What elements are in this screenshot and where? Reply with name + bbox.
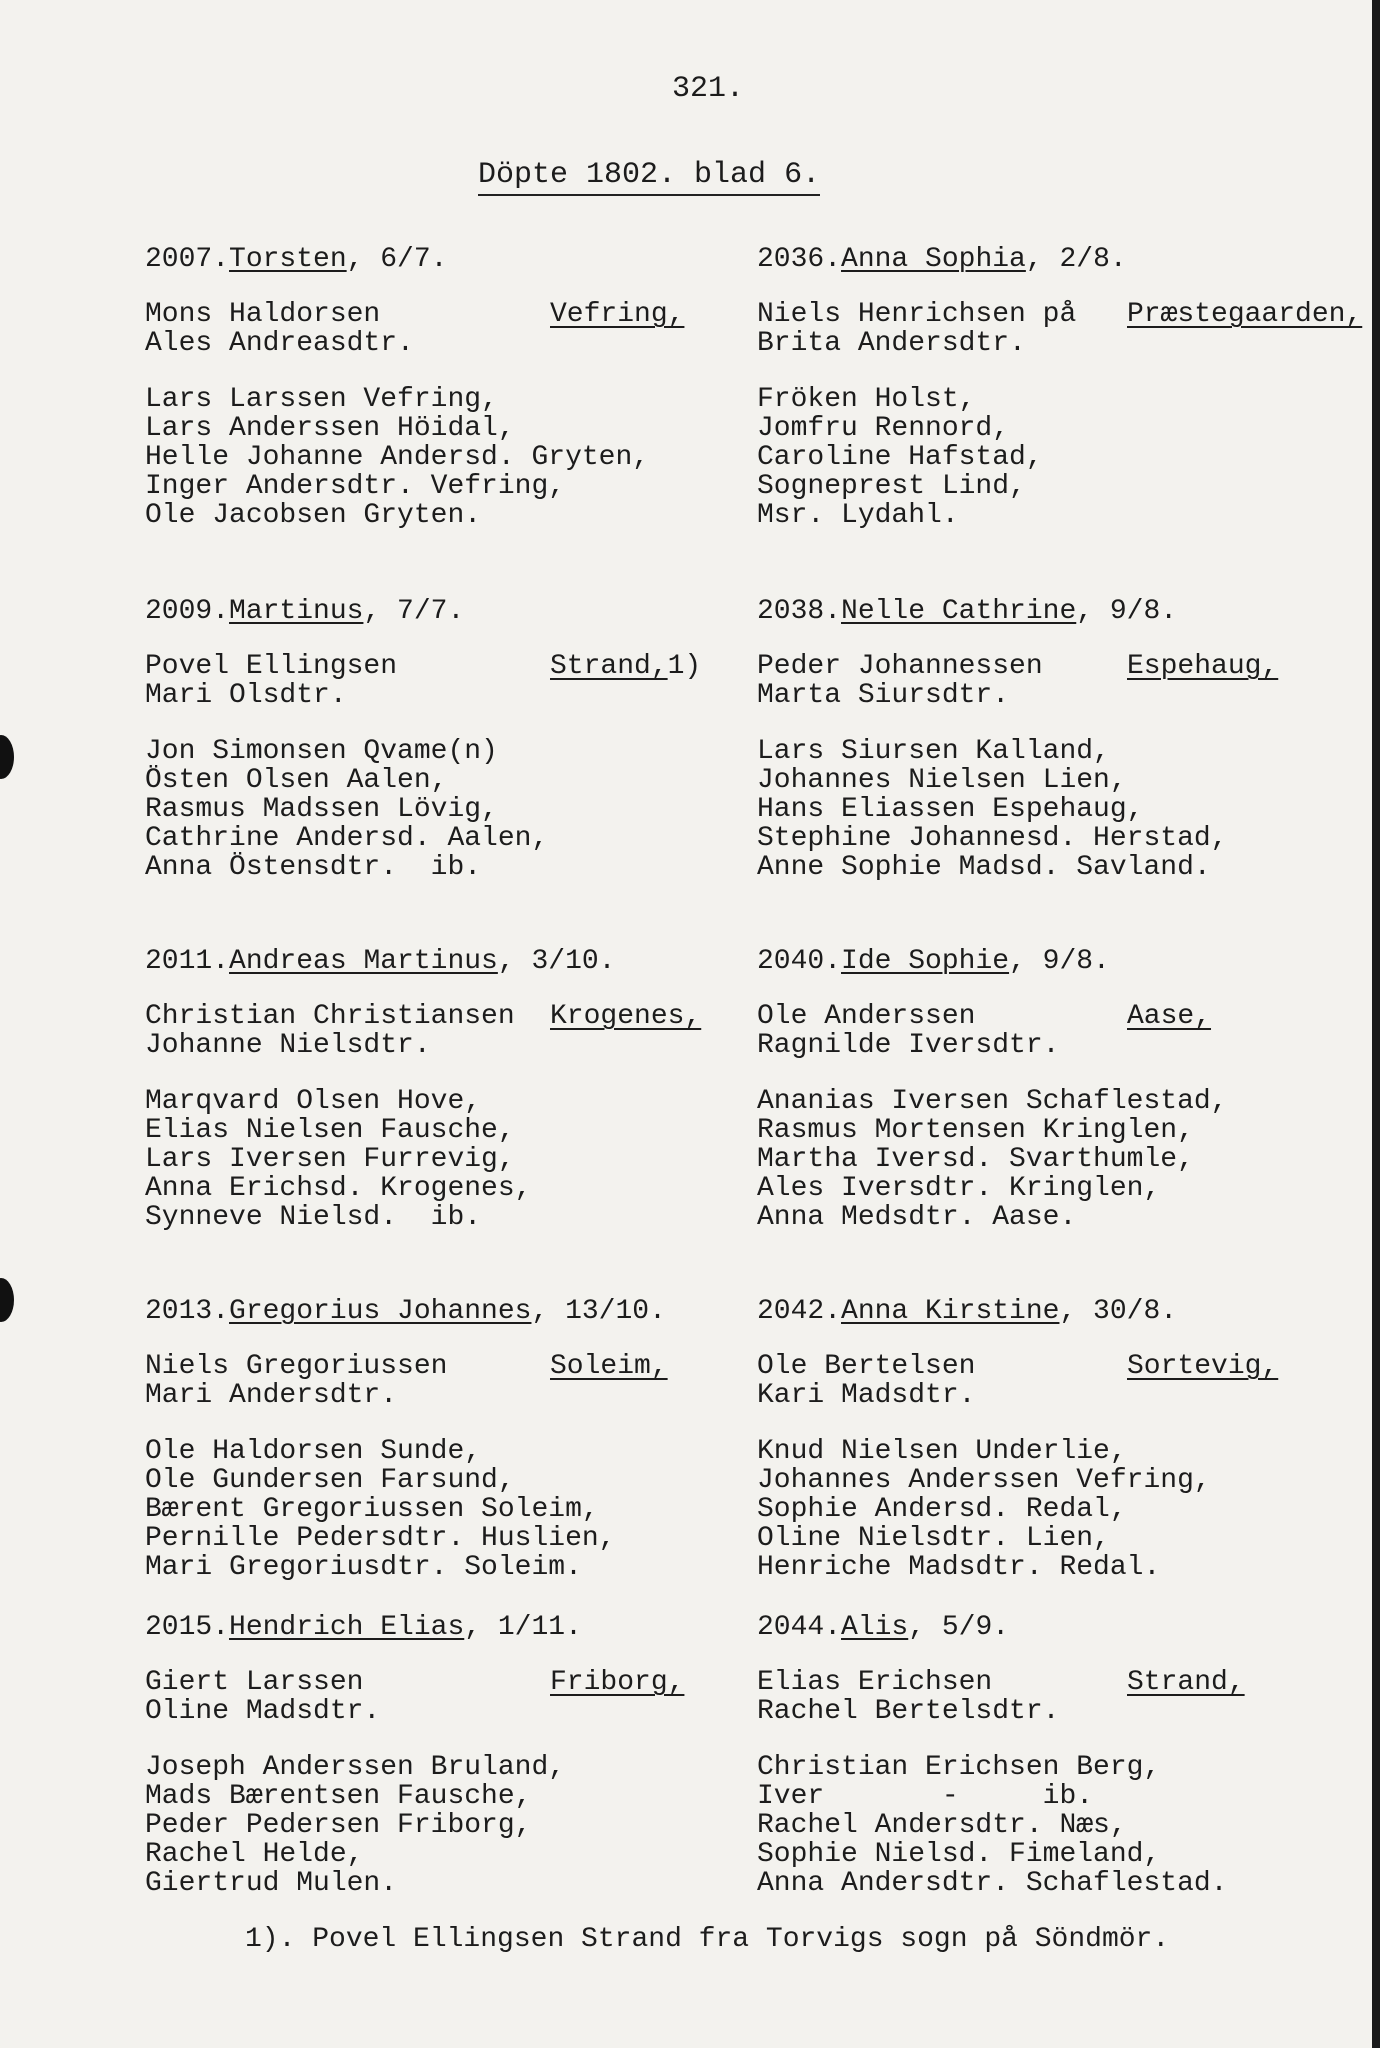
sponsor-name: Iver - ib. (757, 1781, 1094, 1812)
residence-place (550, 1668, 684, 1697)
sponsors-list (145, 1437, 725, 1582)
sponsor-name: Helle Johanne Andersd. Gryten, (145, 442, 650, 473)
father-name: Niels Henrichsen på (757, 299, 1077, 330)
entry-title (757, 245, 1337, 274)
sponsor-name: Martha Iversd. Svarthumle, (757, 1144, 1194, 1175)
sponsor-name: Elias Nielsen Fausche, (145, 1115, 515, 1146)
sponsor-name: Mari Gregoriusdtr. Soleim. (145, 1552, 582, 1583)
baptism-entry (757, 244, 1363, 531)
entry-number: 2013. (145, 1296, 230, 1327)
mother-name: Ragnilde Iversdtr. (757, 1030, 1060, 1061)
baptism-entry (757, 1297, 1337, 1582)
baptism-date: , 1/11. (464, 1612, 582, 1643)
sponsor-name: Östen Olsen Aalen, (145, 765, 448, 796)
sponsor-name: Synneve Nielsd. ib. (145, 1202, 482, 1233)
entry-number: 2009. (145, 596, 230, 627)
father-name: Peder Johannessen (757, 651, 1043, 682)
entry-number: 2042. (757, 1296, 842, 1327)
footnote: 1). Povel Ellingsen Strand fra Torvigs sogn på Söndmör. (245, 1924, 1170, 1955)
residence-name: Krogenes, (550, 1001, 702, 1032)
residence-name: Strand, (1127, 1667, 1245, 1698)
parents-block (145, 1668, 725, 1726)
page-header (478, 158, 820, 192)
entry-title (757, 1613, 1337, 1642)
sponsor-name: Lars Anderssen Höidal, (145, 413, 515, 444)
child-name: Nelle Cathrine (841, 596, 1077, 627)
residence-place (1127, 1668, 1245, 1697)
sponsor-name: Ananias Iversen Schaflestad, (757, 1086, 1228, 1117)
parents-block (757, 1002, 1337, 1060)
baptism-entry (757, 1613, 1337, 1898)
sponsors-list (145, 737, 725, 882)
baptism-entry (145, 1297, 725, 1582)
parents-block (757, 1352, 1337, 1410)
entry-number: 2007. (145, 244, 230, 275)
child-name: Anna Kirstine (841, 1296, 1060, 1327)
residence-name: Espehaug, (1127, 651, 1279, 682)
sponsor-name: Pernille Pedersdtr. Huslien, (145, 1523, 616, 1554)
sponsor-name: Sophie Nielsd. Fimeland, (757, 1839, 1161, 1870)
sponsor-name: Henriche Madsdtr. Redal. (757, 1552, 1161, 1583)
father-name: Ole Bertelsen (757, 1351, 976, 1382)
sponsor-name: Anna Erichsd. Krogenes, (145, 1173, 532, 1204)
entry-title (145, 597, 725, 626)
father-name: Elias Erichsen (757, 1667, 993, 1698)
sponsor-name: Anna Andersdtr. Schaflestad. (757, 1868, 1228, 1899)
entry-number: 2011. (145, 946, 230, 977)
baptism-entry (757, 597, 1337, 882)
child-name: Hendrich Elias (229, 1612, 465, 1643)
sponsor-name: Ole Haldorsen Sunde, (145, 1436, 482, 1467)
entry-number: 2044. (757, 1612, 842, 1643)
residence-name: Vefring, (550, 299, 685, 330)
sponsors-list (145, 1753, 725, 1898)
sponsor-name: Hans Eliassen Espehaug, (757, 794, 1144, 825)
child-name: Anna Sophia (841, 244, 1026, 275)
parents-block (757, 652, 1337, 710)
residence-place (1127, 1352, 1278, 1381)
residence-place (550, 652, 701, 681)
mother-name: Johanne Nielsdtr. (145, 1030, 431, 1061)
residence-place (550, 1352, 668, 1381)
sponsor-name: Inger Andersdtr. Vefring, (145, 471, 566, 502)
sponsor-name: Bærent Gregoriussen Soleim, (145, 1494, 599, 1525)
sponsor-name: Sophie Andersd. Redal, (757, 1494, 1127, 1525)
sponsor-name: Knud Nielsen Underlie, (757, 1436, 1127, 1467)
mother-name: Brita Andersdtr. (757, 328, 1026, 359)
sponsor-name: Lars Larssen Vefring, (145, 384, 498, 415)
sponsor-name: Mads Bærentsen Fausche, (145, 1781, 532, 1812)
residence-place (1127, 300, 1362, 329)
residence-place (1127, 652, 1278, 681)
child-name: Andreas Martinus (229, 946, 498, 977)
sponsors-list (145, 1087, 725, 1232)
sponsors-list (757, 385, 1337, 530)
sponsors-list (757, 1437, 1337, 1582)
child-name: Torsten (229, 244, 347, 275)
sponsor-name: Peder Pedersen Friborg, (145, 1810, 532, 1841)
sponsor-name: Rachel Helde, (145, 1839, 364, 1870)
entry-number: 2038. (757, 596, 842, 627)
baptism-entry (757, 947, 1337, 1232)
sponsor-name: Joseph Anderssen Bruland, (145, 1752, 566, 1783)
parents-block (145, 1352, 725, 1410)
sponsor-name: Rasmus Madssen Lövig, (145, 794, 498, 825)
entry-title (145, 947, 725, 976)
residence-name: Præstegaarden, (1127, 299, 1363, 330)
mother-name: Rachel Bertelsdtr. (757, 1696, 1060, 1727)
sponsor-name: Anne Sophie Madsd. Savland. (757, 852, 1211, 883)
entry-number: 2015. (145, 1612, 230, 1643)
parents-block (757, 299, 1363, 359)
baptism-entry (145, 1613, 725, 1898)
sponsor-name: Oline Nielsdtr. Lien, (757, 1523, 1110, 1554)
entry-title (145, 1613, 725, 1642)
sponsors-list (145, 385, 725, 530)
entry-number: 2036. (757, 244, 842, 275)
entry-title (757, 947, 1337, 976)
sponsor-name: Marqvard Olsen Hove, (145, 1086, 482, 1117)
father-name: Giert Larssen (145, 1667, 364, 1698)
baptism-entry (145, 245, 725, 530)
sponsor-name: Msr. Lydahl. (757, 500, 959, 531)
father-name: Niels Gregoriussen (145, 1351, 448, 1382)
residence-place (550, 1002, 701, 1031)
parents-block (145, 1002, 725, 1060)
sponsor-name: Stephine Johannesd. Herstad, (757, 823, 1228, 854)
baptism-entry (145, 597, 725, 882)
sponsor-name: Caroline Hafstad, (757, 442, 1043, 473)
residence-name: Soleim, (550, 1351, 668, 1382)
baptism-date: , 9/8. (1009, 946, 1110, 977)
entry-title (145, 1297, 725, 1326)
entry-title (757, 597, 1337, 626)
sponsors-list (757, 737, 1337, 882)
entry-title (145, 245, 725, 274)
sponsor-name: Giertrud Mulen. (145, 1868, 398, 1899)
mother-name: Mari Olsdtr. (145, 680, 347, 711)
mother-name: Oline Madsdtr. (145, 1696, 381, 1727)
sponsor-name: Lars Siursen Kalland, (757, 736, 1110, 767)
page-edge (1372, 0, 1380, 2048)
sponsor-name: Rasmus Mortensen Kringlen, (757, 1115, 1194, 1146)
header-title: Döpte 1802. blad (478, 158, 784, 196)
entry-number: 2040. (757, 946, 842, 977)
mother-name: Kari Madsdtr. (757, 1380, 976, 1411)
residence-place (550, 300, 684, 329)
sponsor-name: Christian Erichsen Berg, (757, 1752, 1161, 1783)
sponsors-list (757, 1753, 1337, 1898)
baptism-date: , 7/7. (363, 596, 465, 627)
sponsor-name: Johannes Anderssen Vefring, (757, 1465, 1211, 1496)
entry-title (757, 1297, 1337, 1326)
baptism-date: , 5/9. (908, 1612, 1010, 1643)
residence-name: Aase, (1127, 1001, 1212, 1032)
father-name: Mons Haldorsen (145, 299, 381, 330)
mother-name: Ales Andreasdtr. (145, 328, 414, 359)
footnote-marker: 1) (667, 651, 702, 682)
sponsor-name: Ales Iversdtr. Kringlen, (757, 1173, 1161, 1204)
parents-block (757, 1668, 1337, 1726)
sponsor-name: Fröken Holst, (757, 384, 976, 415)
residence-place (1127, 1002, 1211, 1031)
parents-block (145, 300, 725, 358)
sponsors-list (757, 1087, 1337, 1232)
baptism-date: , 13/10. (531, 1296, 666, 1327)
sponsor-name: Jomfru Rennord, (757, 413, 1010, 444)
baptism-date: , 30/8. (1059, 1296, 1178, 1327)
page-number: 321. (672, 72, 745, 106)
punch-hole (0, 735, 14, 779)
baptism-date: , 6/7. (346, 244, 448, 275)
mother-name: Mari Andersdtr. (145, 1380, 398, 1411)
child-name: Martinus (229, 596, 364, 627)
baptism-date: , 2/8. (1025, 244, 1127, 275)
father-name: Christian Christiansen (145, 1001, 515, 1032)
child-name: Ide Sophie (841, 946, 1010, 977)
baptism-date: , 3/10. (497, 946, 616, 977)
punch-hole (0, 1278, 14, 1322)
father-name: Povel Ellingsen (145, 651, 398, 682)
residence-name: Sortevig, (1127, 1351, 1279, 1382)
sponsor-name: Ole Gundersen Farsund, (145, 1465, 515, 1496)
child-name: Gregorius Johannes (229, 1296, 532, 1327)
parents-block (145, 652, 725, 710)
sponsor-name: Cathrine Andersd. Aalen, (145, 823, 549, 854)
sponsor-name: Sognеprest Lind, (757, 471, 1026, 502)
child-name: Alis (841, 1612, 909, 1643)
header-sheet: 6. (784, 158, 820, 196)
sponsor-name: Johannes Nielsen Lien, (757, 765, 1127, 796)
baptism-date: , 9/8. (1076, 596, 1178, 627)
father-name: Ole Anderssen (757, 1001, 976, 1032)
mother-name: Marta Siursdtr. (757, 680, 1010, 711)
sponsor-name: Lars Iversen Furrevig, (145, 1144, 515, 1175)
residence-name: Strand, (550, 651, 668, 682)
sponsor-name: Anna Medsdtr. Aase. (757, 1202, 1077, 1233)
baptism-entry (145, 947, 725, 1232)
sponsor-name: Jon Simonsen Qvame(n) (145, 736, 498, 767)
residence-name: Friborg, (550, 1667, 685, 1698)
sponsor-name: Ole Jacobsen Gryten. (145, 500, 482, 531)
sponsor-name: Anna Östensdtr. ib. (145, 852, 482, 883)
sponsor-name: Rachel Andersdtr. Næs, (757, 1810, 1127, 1841)
